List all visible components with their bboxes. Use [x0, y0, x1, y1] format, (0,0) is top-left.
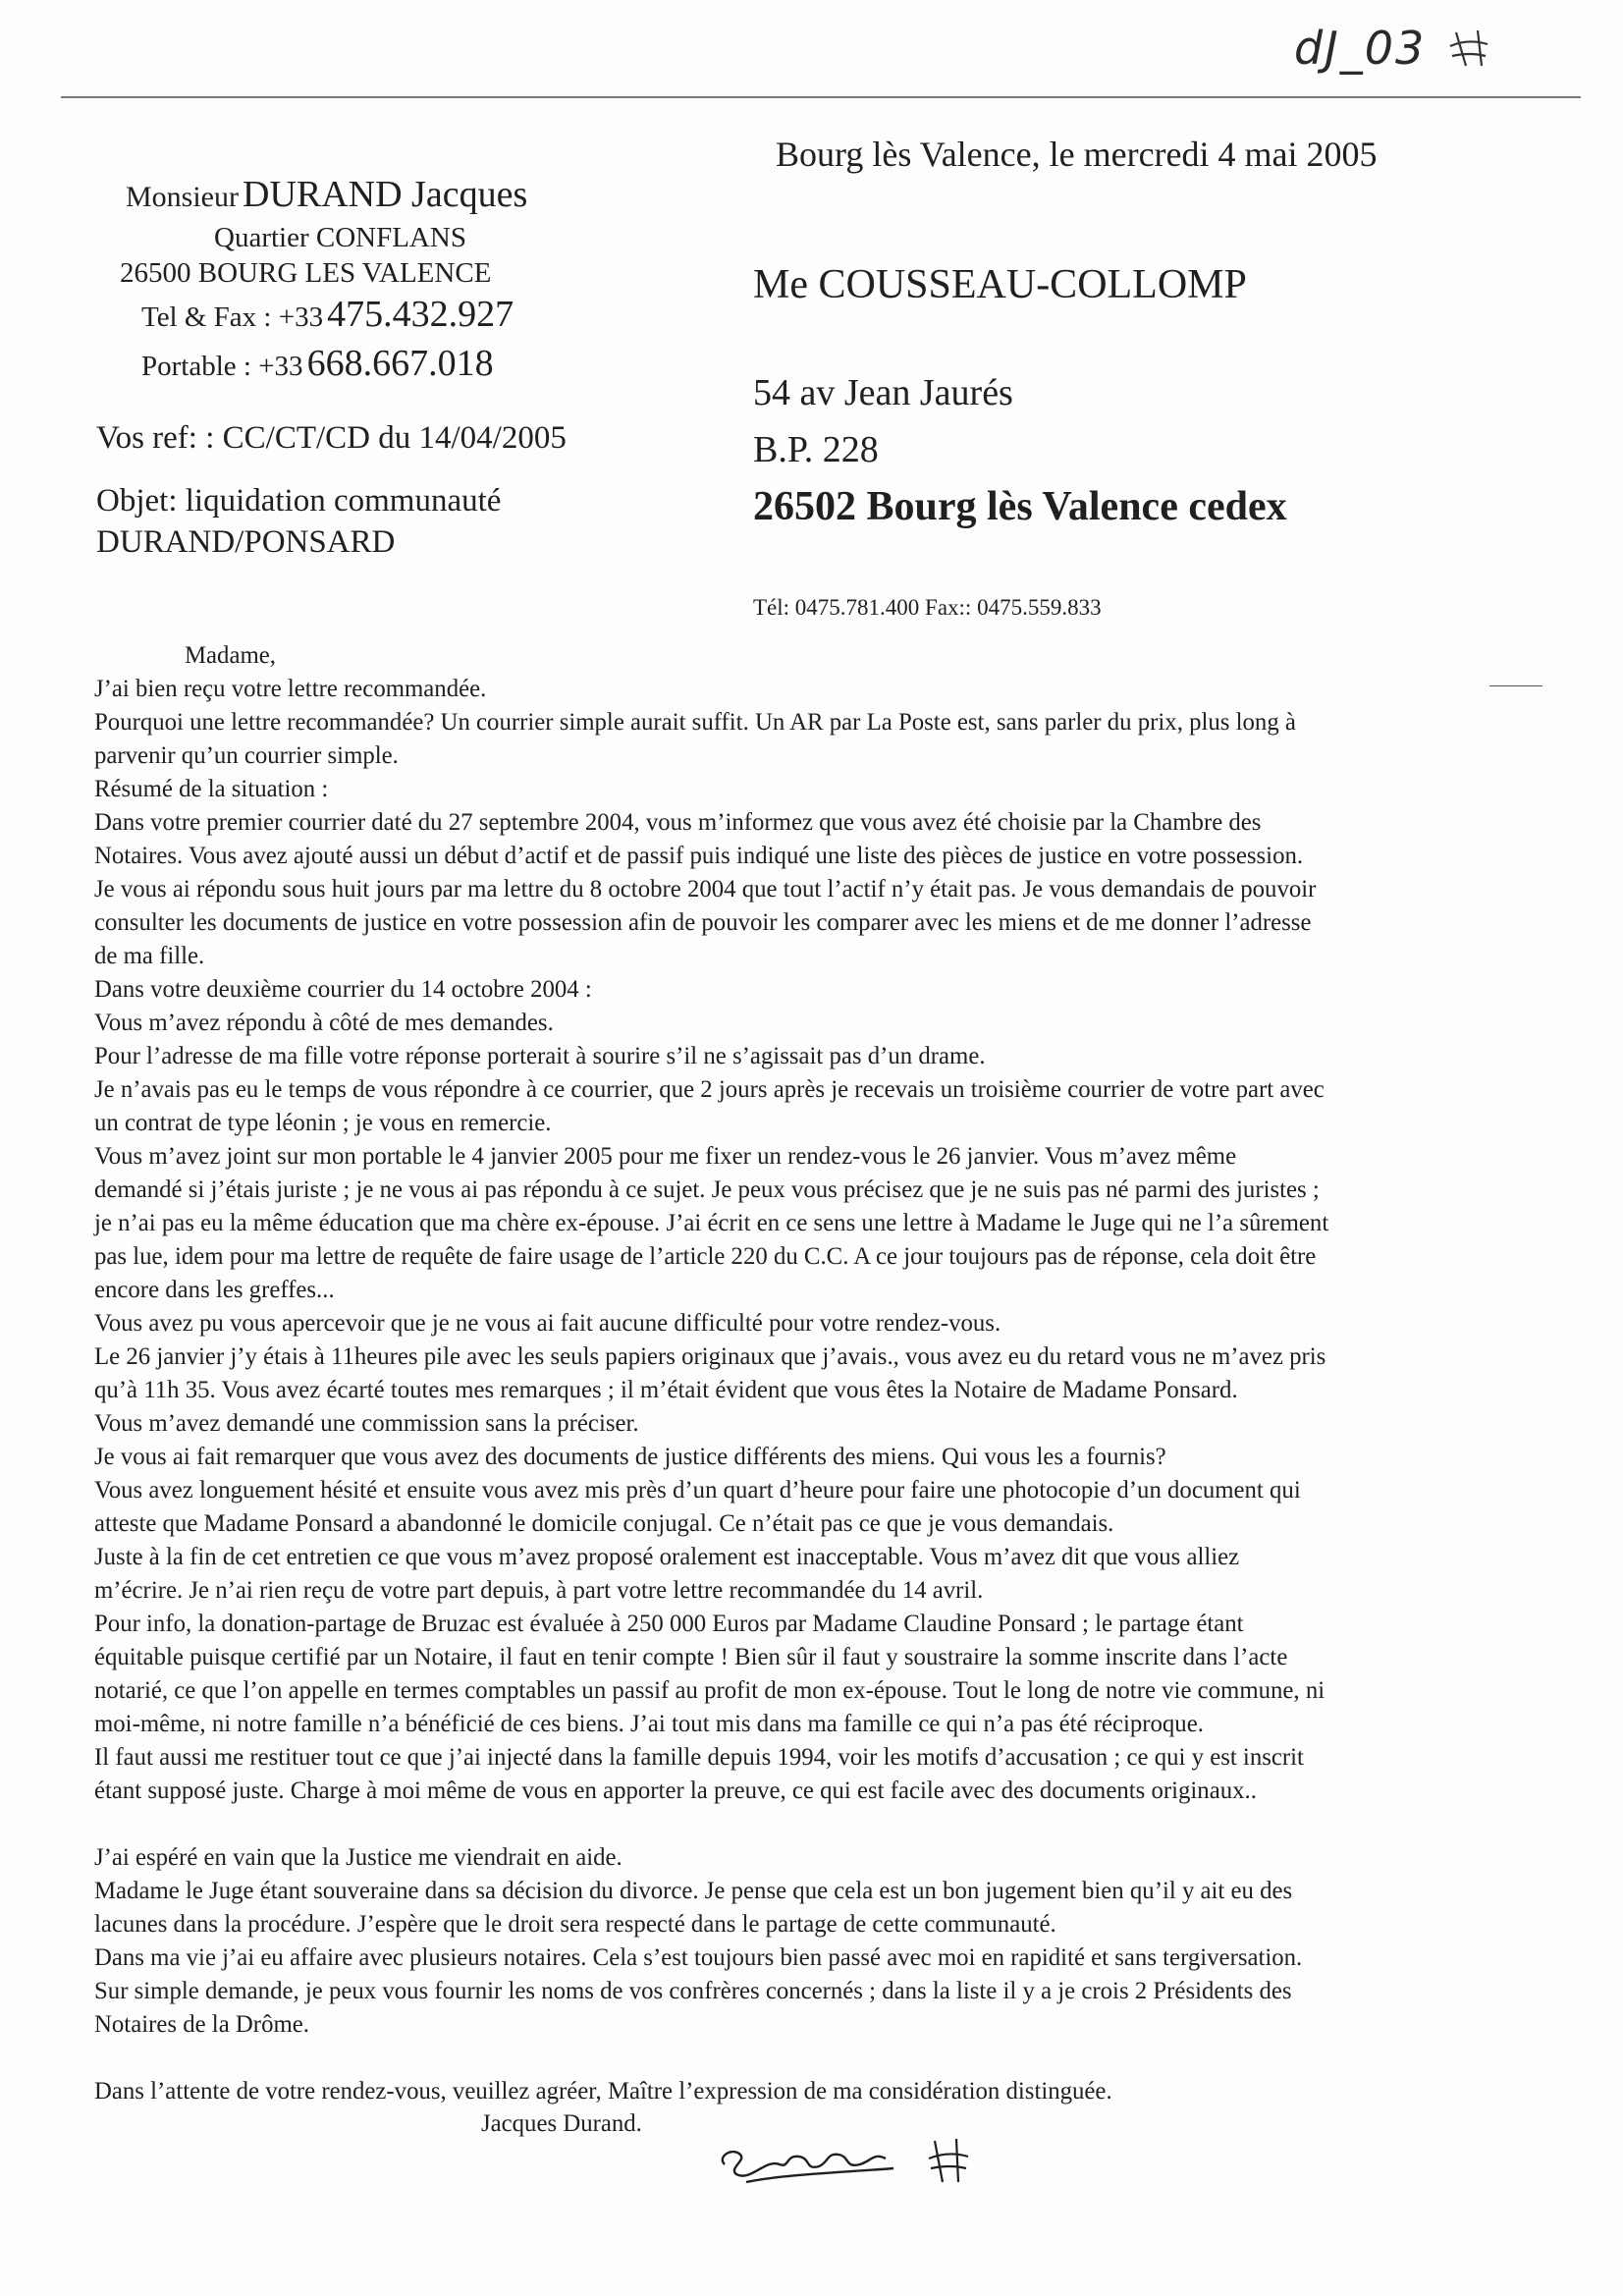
body-line: m’écrire. Je n’ai rien reçu de votre part depuis, à part votre lettre recommandée du 14 avril. — [94, 1577, 984, 1604]
body-line: qu’à 11h 35. Vous avez écarté toutes mes remarques ; il m’était évident que vous êtes la Notaire de Madame Ponsard. — [94, 1377, 1238, 1403]
reference-line: Vos ref: : CC/CT/CD du 14/04/2005 — [96, 420, 567, 456]
recipient-contact: Tél: 0475.781.400 Fax:: 0475.559.833 — [753, 595, 1102, 620]
body-line: J’ai espéré en vain que la Justice me viendrait en aide. — [94, 1844, 622, 1871]
body-line: Juste à la fin de cet entretien ce que vous m’avez proposé oralement est inacceptable. Vous m’avez dit que vous alliez — [94, 1544, 1240, 1570]
paragraph-gap — [94, 2042, 1557, 2075]
sender-title: Monsieur — [126, 181, 239, 213]
body-line: Vous avez pu vous apercevoir que je ne vous ai fait aucune difficulté pour votre rendez-vous. — [94, 1310, 1001, 1337]
body-line: équitable puisque certifié par un Notaire, il faut en tenir compte ! Bien sûr il faut y soustraire la somme inscrite dans l’acte — [94, 1644, 1288, 1670]
handwritten-signature — [707, 2125, 1001, 2194]
body-line: Je vous ai répondu sous huit jours par ma lettre du 8 octobre 2004 que tout l’actif n’y était pas. Je vous demandais de pouvoir — [94, 876, 1317, 902]
body-line: pas lue, idem pour ma lettre de requête de faire usage de l’article 220 du C.C. A ce jour toujours pas de réponse, cela doit être — [94, 1243, 1317, 1270]
body-line: Dans ma vie j’ai eu affaire avec plusieurs notaires. Cela s’est toujours bien passé avec moi en rapidité et sans tergiversation. — [94, 1944, 1303, 1971]
handwritten-reference-note — [1294, 22, 1489, 75]
header-rule — [61, 96, 1581, 98]
date-line: Bourg lès Valence, le mercredi 4 mai 2005 — [776, 135, 1378, 174]
body-line: Dans votre deuxième courrier du 14 octobre 2004 : — [94, 976, 592, 1003]
handwritten-mark-icon — [1448, 27, 1489, 70]
body-line: Vous m’avez joint sur mon portable le 4 janvier 2005 pour me fixer un rendez-vous le 26 janvier. Vous m’avez même — [94, 1143, 1237, 1170]
sender-address-line1: Quartier CONFLANS — [214, 222, 466, 253]
body-line: Vous m’avez demandé une commission sans la préciser. — [94, 1410, 639, 1437]
sender-phone-number: 475.432.927 — [327, 294, 514, 335]
body-line: atteste que Madame Ponsard a abandonné le domicile conjugal. Ce n’était pas ce que je vous demandais. — [94, 1510, 1114, 1537]
body-line: Le 26 janvier j’y étais à 11heures pile avec les seuls papiers originaux que j’avais., vous avez eu du retard vous ne m’avez pris — [94, 1343, 1326, 1370]
recipient-address-street: 54 av Jean Jaurés — [753, 372, 1013, 413]
body-line: je n’ai pas eu la même éducation que ma chère ex-épouse. J’ai écrit en ce sens une lettre à Madame le Juge qui ne l’a sûrement — [94, 1210, 1329, 1236]
body-line: Je vous ai fait remarquer que vous avez des documents de justice différents des miens. Qui vous les a fournis? — [94, 1444, 1166, 1470]
sender-mobile-number: 668.667.018 — [306, 343, 494, 384]
body-line: Il faut aussi me restituer tout ce que j’ai injecté dans la famille depuis 1994, voir les motifs d’accusation ; ce qui y est inscrit — [94, 1744, 1304, 1771]
body-line: notarié, ce que l’on appelle en termes comptables un passif au profit de mon ex-épouse. Tout le long de notre vie commune, ni — [94, 1677, 1325, 1704]
body-line: consulter les documents de justice en votre possession afin de pouvoir les comparer avec les miens et de me donner l’adresse — [94, 909, 1312, 936]
sender-address-line2: 26500 BOURG LES VALENCE — [120, 257, 492, 289]
signature-name: Jacques Durand. — [481, 2110, 642, 2137]
body-line: lacunes dans la procédure. J’espère que le droit sera respecté dans le partage de cette communauté. — [94, 1911, 1056, 1938]
sender-mobile-label: Portable : +33 — [141, 351, 303, 382]
body-line: Vous avez longuement hésité et ensuite vous avez mis près d’un quart d’heure pour faire une photocopie d’un document qui — [94, 1477, 1301, 1503]
body-line: Madame le Juge étant souveraine dans sa décision du divorce. Je pense que cela est un bon jugement bien qu’il y ait eu des — [94, 1878, 1293, 1904]
body-line: Notaires de la Drôme. — [94, 2011, 309, 2038]
body-line: Je n’avais pas eu le temps de vous répondre à ce courrier, que 2 jours après je recevais un troisième courrier de votre part avec — [94, 1076, 1325, 1103]
body-line: encore dans les greffes... — [94, 1277, 335, 1303]
subject-line2: DURAND/PONSARD — [96, 524, 396, 560]
body-line: Pour info, la donation-partage de Bruzac est évaluée à 250 000 Euros par Madame Claudine Ponsard ; le partage étant — [94, 1611, 1244, 1637]
body-lines — [94, 673, 1557, 2108]
body-line: Notaires. Vous avez ajouté aussi un début d’actif et de passif puis indiqué une liste des pièces de justice en votre possession. — [94, 843, 1304, 869]
sender-mobile-line — [141, 342, 494, 385]
body-line: moi-même, ni notre famille n’a bénéficié de ces biens. J’ai tout mis dans ma famille ce qui n’a pas été réciproque. — [94, 1711, 1204, 1737]
recipient-address-city: 26502 Bourg lès Valence cedex — [753, 484, 1287, 529]
recipient-name: Me COUSSEAU-COLLOMP — [753, 262, 1247, 307]
sender-phone-line — [141, 293, 514, 336]
body-line: Sur simple demande, je peux vous fournir les noms de vos confrères concernés ; dans la liste il y a je crois 2 Présidents des — [94, 1978, 1292, 2004]
letter-body — [94, 639, 1557, 2108]
body-line: Vous m’avez répondu à côté de mes demandes. — [94, 1010, 554, 1036]
sender-phone-label: Tel & Fax : +33 — [141, 301, 324, 333]
body-line: un contrat de type léonin ; je vous en remercie. — [94, 1110, 552, 1136]
body-line: Dans l’attente de votre rendez-vous, veuillez agréer, Maître l’expression de ma considération distinguée. — [94, 2078, 1112, 2105]
body-line: Pourquoi une lettre recommandée? Un courrier simple aurait suffit. Un AR par La Poste est, sans parler du prix, plus long à — [94, 709, 1296, 736]
body-line: Dans votre premier courrier daté du 27 septembre 2004, vous m’informez que vous avez été choisie par la Chambre des — [94, 809, 1262, 836]
body-line: de ma fille. — [94, 943, 205, 969]
salutation: Madame, — [185, 642, 276, 669]
subject-line1: Objet: liquidation communauté — [96, 483, 502, 519]
body-line: J’ai bien reçu votre lettre recommandée. — [94, 676, 487, 702]
handwritten-reference-text: dJ_03 — [1294, 22, 1427, 75]
body-line: Pour l’adresse de ma fille votre réponse porterait à sourire s’il ne s’agissait pas d’un drame. — [94, 1043, 986, 1069]
sender-name-line — [126, 173, 527, 216]
paragraph-gap — [94, 1808, 1557, 1841]
body-line: demandé si j’étais juriste ; je ne vous ai pas répondu à ce sujet. Je peux vous précisez que je ne suis pas né parmi des juristes ; — [94, 1176, 1320, 1203]
sender-name: DURAND Jacques — [243, 174, 528, 215]
body-line: étant supposé juste. Charge à moi même de vous en apporter la preuve, ce qui est facile avec des documents originaux.. — [94, 1777, 1257, 1804]
body-line: parvenir qu’un courrier simple. — [94, 742, 399, 769]
recipient-address-po-box: B.P. 228 — [753, 429, 879, 470]
body-line: Résumé de la situation : — [94, 776, 329, 802]
